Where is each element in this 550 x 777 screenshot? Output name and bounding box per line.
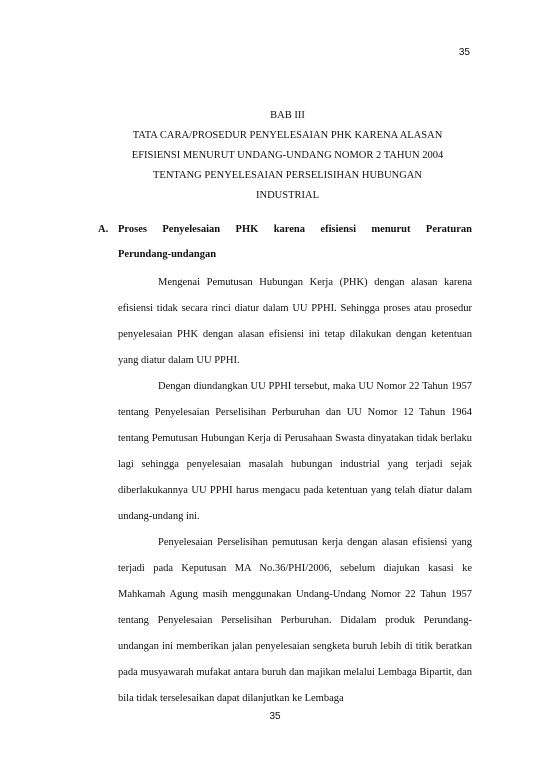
paragraph: Penyelesaian Perselisihan pemutusan kerja dengan alasan efisiensi yang terjadi pada Keputusan MA No.36/PHI/2006, sebelum diajukan kasasi ke Mahkamah Agung masih menggunakan Undang-Undang Nomor 22 Tahun 1957 tentang Penyelesaian Perselisihan Perburuhan. Didalam produk Perundang- undangan ini memberikan jalan penyelesaian sengketa buruh lebih di titik beratkan pada musyawarah mufakat antara buruh dan majikan melalui Lembaga Bipartit, dan bila tidak terselesaikan dapat dilanjutkan ke Lembaga [118,537,472,704]
chapter-title-line: EFISIENSI MENURUT UNDANG-UNDANG NOMOR 2 TAHUN 2004 [131,150,444,161]
body-text [118,270,472,712]
section-title-line2: Perundang-undangan [118,249,217,260]
page-number-top: 35 [458,47,470,58]
page-number-bottom: 35 [269,711,281,722]
chapter-heading [100,106,475,206]
section-letter: A. [98,224,109,235]
paragraph: Dengan diundangkan UU PPHI tersebut, maka UU Nomor 22 Tahun 1957 tentang Penyelesaian Perselisihan Perburuhan dan UU Nomor 12 Tahun 1964 tentang Pemutusan Hubungan Kerja di Perusahaan Swasta dinyatakan tidak berlaku lagi sehingga penyelesaian masalah hubungan industrial yang terjadi sejak diberlakukannya UU PPHI harus mengacu pada ketentuan yang telah diatur dalam undang-undang ini. [118,381,472,522]
chapter-title-line: TENTANG PENYELESAIAN PERSELISIHAN HUBUNGAN [153,170,422,181]
chapter-title-line: TATA CARA/PROSEDUR PENYELESAIAN PHK KARENA ALASAN [132,130,443,141]
paragraph: Mengenai Pemutusan Hubungan Kerja (PHK) dengan alasan karena efisiensi tidak secara rinci diatur dalam UU PPHI. Sehingga proses atau prosedur penyelesaian PHK dengan alasan efisiensi ini tetap dilakukan dengan ketentuan yang diatur dalam UU PPHI. [118,277,472,366]
section-title-line1: Proses Penyelesaian PHK karena efisiensi menurut Peraturan [118,224,472,235]
chapter-title-line: INDUSTRIAL [256,190,319,201]
chapter-label: BAB III [270,110,305,121]
